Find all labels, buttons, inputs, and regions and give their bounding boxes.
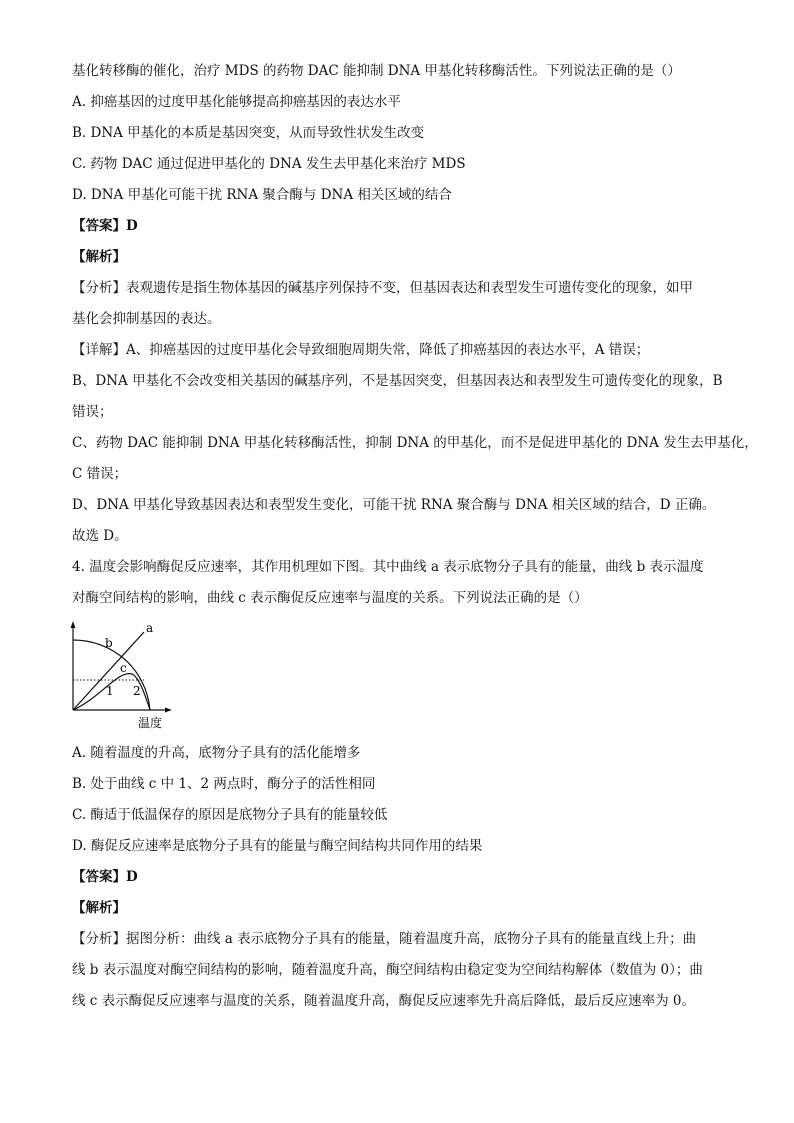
q3-option-a: A. 抑癌基因的过度甲基化能够提高抑癌基因的表达水平	[72, 94, 401, 110]
y-axis-arrow	[71, 621, 76, 628]
q3-analysis-line: 故选 D。	[72, 528, 128, 544]
label-a: a	[146, 621, 154, 635]
q3-answer: 【答案】D	[72, 218, 138, 234]
temperature-enzyme-diagram	[60, 620, 180, 732]
q4-analysis-line: 线 c 表示酶促反应速率与温度的关系，随着温度升高，酶促反应速率先升高后降低，最后反应速率为 0。	[72, 993, 696, 1009]
curve-b	[73, 640, 150, 710]
q4-stem-line: 对酶空间结构的影响，曲线 c 表示酶促反应速率与温度的关系。下列说法正确的是（）	[72, 590, 588, 606]
q4-option-a: A. 随着温度的升高，底物分子具有的活化能增多	[72, 745, 361, 761]
q3-analysis-line: B、DNA 甲基化不会改变相关基因的碱基序列，不是基因突变，但基因表达和表型发生可遗传变化的现象，B	[72, 373, 723, 389]
x-axis-arrow	[165, 708, 172, 713]
q3-analysis-title: 【解析】	[72, 249, 126, 265]
q3-stem-continued: 基化转移酶的催化，治疗 MDS 的药物 DAC 能抑制 DNA 甲基化转移酶活性。下列说法正确的是（）	[72, 63, 681, 79]
q3-analysis-line: D、DNA 甲基化导致基因表达和表型发生变化，可能干扰 RNA 聚合酶与 DNA 相关区域的结合，D 正确。	[72, 497, 716, 513]
q3-analysis-line: C 错误；	[72, 466, 128, 482]
label-c: c	[120, 661, 127, 675]
q4-stem-line: 4. 温度会影响酶促反应速率，其作用机理如下图。其中曲线 a 表示底物分子具有的能量，曲线 b 表示温度	[72, 559, 704, 575]
q3-analysis-line: 基化会抑制基因的表达。	[72, 311, 221, 327]
label-point-2: 2	[133, 684, 141, 698]
q4-option-b: B. 处于曲线 c 中 1、2 两点时，酶分子的活性相同	[72, 776, 376, 792]
q4-analysis-title: 【解析】	[72, 900, 126, 916]
q4-option-c: C. 酶适于低温保存的原因是底物分子具有的能量较低	[72, 807, 388, 823]
q4-option-d: D. 酶促反应速率是底物分子具有的能量与酶空间结构共同作用的结果	[72, 838, 483, 854]
document-page	[72, 56, 758, 1017]
q3-option-b: B. DNA 甲基化的本质是基因突变，从而导致性状发生改变	[72, 125, 425, 141]
q3-option-c: C. 药物 DAC 通过促进甲基化的 DNA 发生去甲基化来治疗 MDS	[72, 156, 466, 172]
q3-analysis-line: 错误；	[72, 404, 113, 420]
label-point-1: 1	[106, 684, 114, 698]
x-axis-label: 温度	[138, 716, 163, 730]
q4-analysis-line: 线 b 表示温度对酶空间结构的影响，随着温度升高，酶空间结构由稳定变为空间结构解体（数值为 0）；曲	[72, 962, 703, 978]
q3-analysis-line: C、药物 DAC 能抑制 DNA 甲基化转移酶活性，抑制 DNA 的甲基化，而不是促进甲基化的 DNA 发生去甲基化，	[72, 435, 758, 451]
q4-analysis-line: 【分析】据图分析：曲线 a 表示底物分子具有的能量，随着温度升高，底物分子具有的能量直线上升；曲	[72, 931, 697, 947]
q3-option-d: D. DNA 甲基化可能干扰 RNA 聚合酶与 DNA 相关区域的结合	[72, 187, 452, 203]
q4-figure	[72, 620, 732, 732]
q3-analysis-line: 【分析】表观遗传是指生物体基因的碱基序列保持不变，但基因表达和表型发生可遗传变化的现象，如甲	[72, 280, 693, 296]
q3-analysis-line: 【详解】A、抑癌基因的过度甲基化会导致细胞周期失常，降低了抑癌基因的表达水平，A 错误；	[72, 342, 650, 358]
q4-answer: 【答案】D	[72, 869, 138, 885]
label-b: b	[105, 636, 113, 650]
